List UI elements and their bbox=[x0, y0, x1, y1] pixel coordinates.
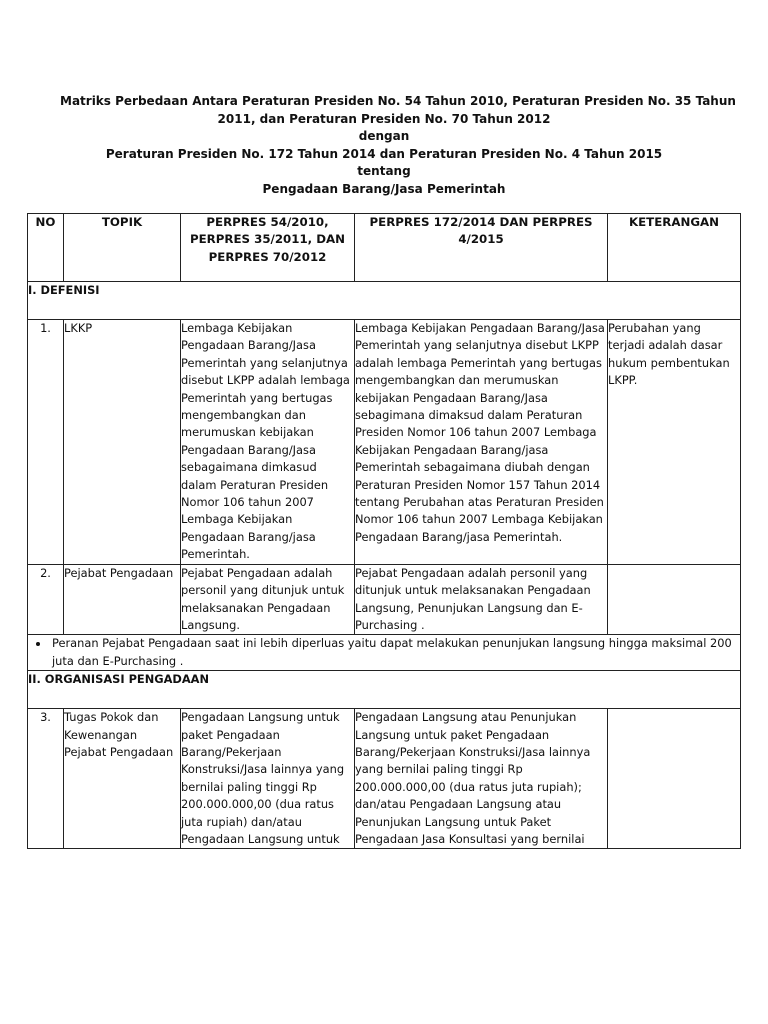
title-line-1: Matriks Perbedaan Antara Peraturan Presiden No. 54 Tahun 2010, Peraturan Presiden No. 35 Tahun bbox=[60, 94, 736, 108]
table-header-row bbox=[28, 214, 741, 282]
row-old-text: Lembaga Kebijakan Pengadaan Barang/Jasa Pemerintah yang selanjutnya disebut LKPP adalah lembaga Pemerintah yang bertugas mengembangkan dan merumuskan kebijakan Pengadaan Barang/Jasa sebagaimana dimkasud dalam Peraturan Presiden Nomor 106 tahun 2007 Lembaga Kebijakan Pengadaan Barang/jasa Pemerintah. bbox=[181, 320, 355, 565]
section-heading: I. DEFENISI bbox=[28, 282, 741, 320]
note-bullet: • Peranan Pejabat Pengadaan saat ini lebih diperluas yaitu dapat melakukan penunjukan langsung hingga maksimal 200 juta dan E-Purchasing . bbox=[50, 635, 740, 670]
row-new-text: Pengadaan Langsung atau Penunjukan Langsung untuk paket Pengadaan Barang/Pekerjaan Konstruksi/Jasa lainnya yang bernilai paling tinggi Rp 200.000.000,00 (dua ratus juta rupiah); dan/atau Pengadaan Langsung atau Penunjukan Langsung untuk Paket Pengadaan Jasa Konsultasi yang bernilai bbox=[355, 709, 608, 849]
header-topik: TOPIK bbox=[64, 214, 181, 282]
row-old-text: Pejabat Pengadaan adalah personil yang ditunjuk untuk melaksanakan Pengadaan Langsung. bbox=[181, 564, 355, 635]
document-title bbox=[60, 93, 736, 198]
note-list bbox=[28, 635, 740, 670]
section-row-defenisi bbox=[28, 282, 741, 320]
section-heading: II. ORGANISASI PENGADAAN bbox=[28, 671, 741, 709]
section-row-organisasi bbox=[28, 671, 741, 709]
comparison-table bbox=[27, 213, 741, 849]
row-new-text: Pejabat Pengadaan adalah personil yang ditunjuk untuk melaksanakan Pengadaan Langsung, Penunjukan Langsung dan E-Purchasing . bbox=[355, 564, 608, 635]
row-number: 3. bbox=[28, 709, 64, 849]
row-number: 1. bbox=[28, 320, 64, 565]
note-row bbox=[28, 635, 741, 671]
table-row bbox=[28, 709, 741, 849]
title-line-6: Pengadaan Barang/Jasa Pemerintah bbox=[262, 181, 506, 196]
row-old-text: Pengadaan Langsung untuk paket Pengadaan Barang/Pekerjaan Konstruksi/Jasa lainnya yang bernilai paling tinggi Rp 200.000.000,00 (dua ratus juta rupiah) dan/atau Pengadaan Langsung untuk bbox=[181, 709, 355, 849]
row-topik: LKKP bbox=[64, 320, 181, 565]
title-line-4: Peraturan Presiden No. 172 Tahun 2014 dan Peraturan Presiden No. 4 Tahun 2015 bbox=[105, 146, 663, 161]
table-row bbox=[28, 320, 741, 565]
row-topik: Tugas Pokok dan Kewenangan Pejabat Pengadaan bbox=[64, 709, 181, 849]
note-cell bbox=[28, 635, 741, 671]
row-keterangan: Perubahan yang terjadi adalah dasar hukum pembentukan LKPP. bbox=[608, 320, 741, 565]
row-number: 2. bbox=[28, 564, 64, 635]
row-new-text: Lembaga Kebijakan Pengadaan Barang/Jasa Pemerintah yang selanjutnya disebut LKPP adalah lembaga Pemerintah yang bertugas mengembangkan dan merumuskan kebijakan Pengadaan Barang/Jasa sebagimana dimaksud dalam Peraturan Presiden Nomor 106 tahun 2007 Lembaga Kebijakan Pengadaan Barang/jasa Pemerintah sebagaimana diubah dengan Peraturan Presiden Nomor 157 Tahun 2014 tentang Perubahan atas Peraturan Presiden Nomor 106 tahun 2007 Lembaga Kebijakan Pengadaan Barang/jasa Pemerintah. bbox=[355, 320, 608, 565]
header-old-regulation: PERPRES 54/2010, PERPRES 35/2011, DAN PERPRES 70/2012 bbox=[181, 214, 355, 282]
title-line-3: dengan bbox=[358, 129, 410, 143]
row-topik: Pejabat Pengadaan bbox=[64, 564, 181, 635]
header-no: NO bbox=[28, 214, 64, 282]
row-keterangan bbox=[608, 564, 741, 635]
title-line-2: 2011, dan Peraturan Presiden No. 70 Tahun 2012 bbox=[217, 111, 551, 126]
table-row bbox=[28, 564, 741, 635]
header-new-regulation: PERPRES 172/2014 DAN PERPRES 4/2015 bbox=[355, 214, 608, 282]
row-keterangan bbox=[608, 709, 741, 849]
title-line-5: tentang bbox=[357, 164, 411, 178]
header-keterangan: KETERANGAN bbox=[608, 214, 741, 282]
